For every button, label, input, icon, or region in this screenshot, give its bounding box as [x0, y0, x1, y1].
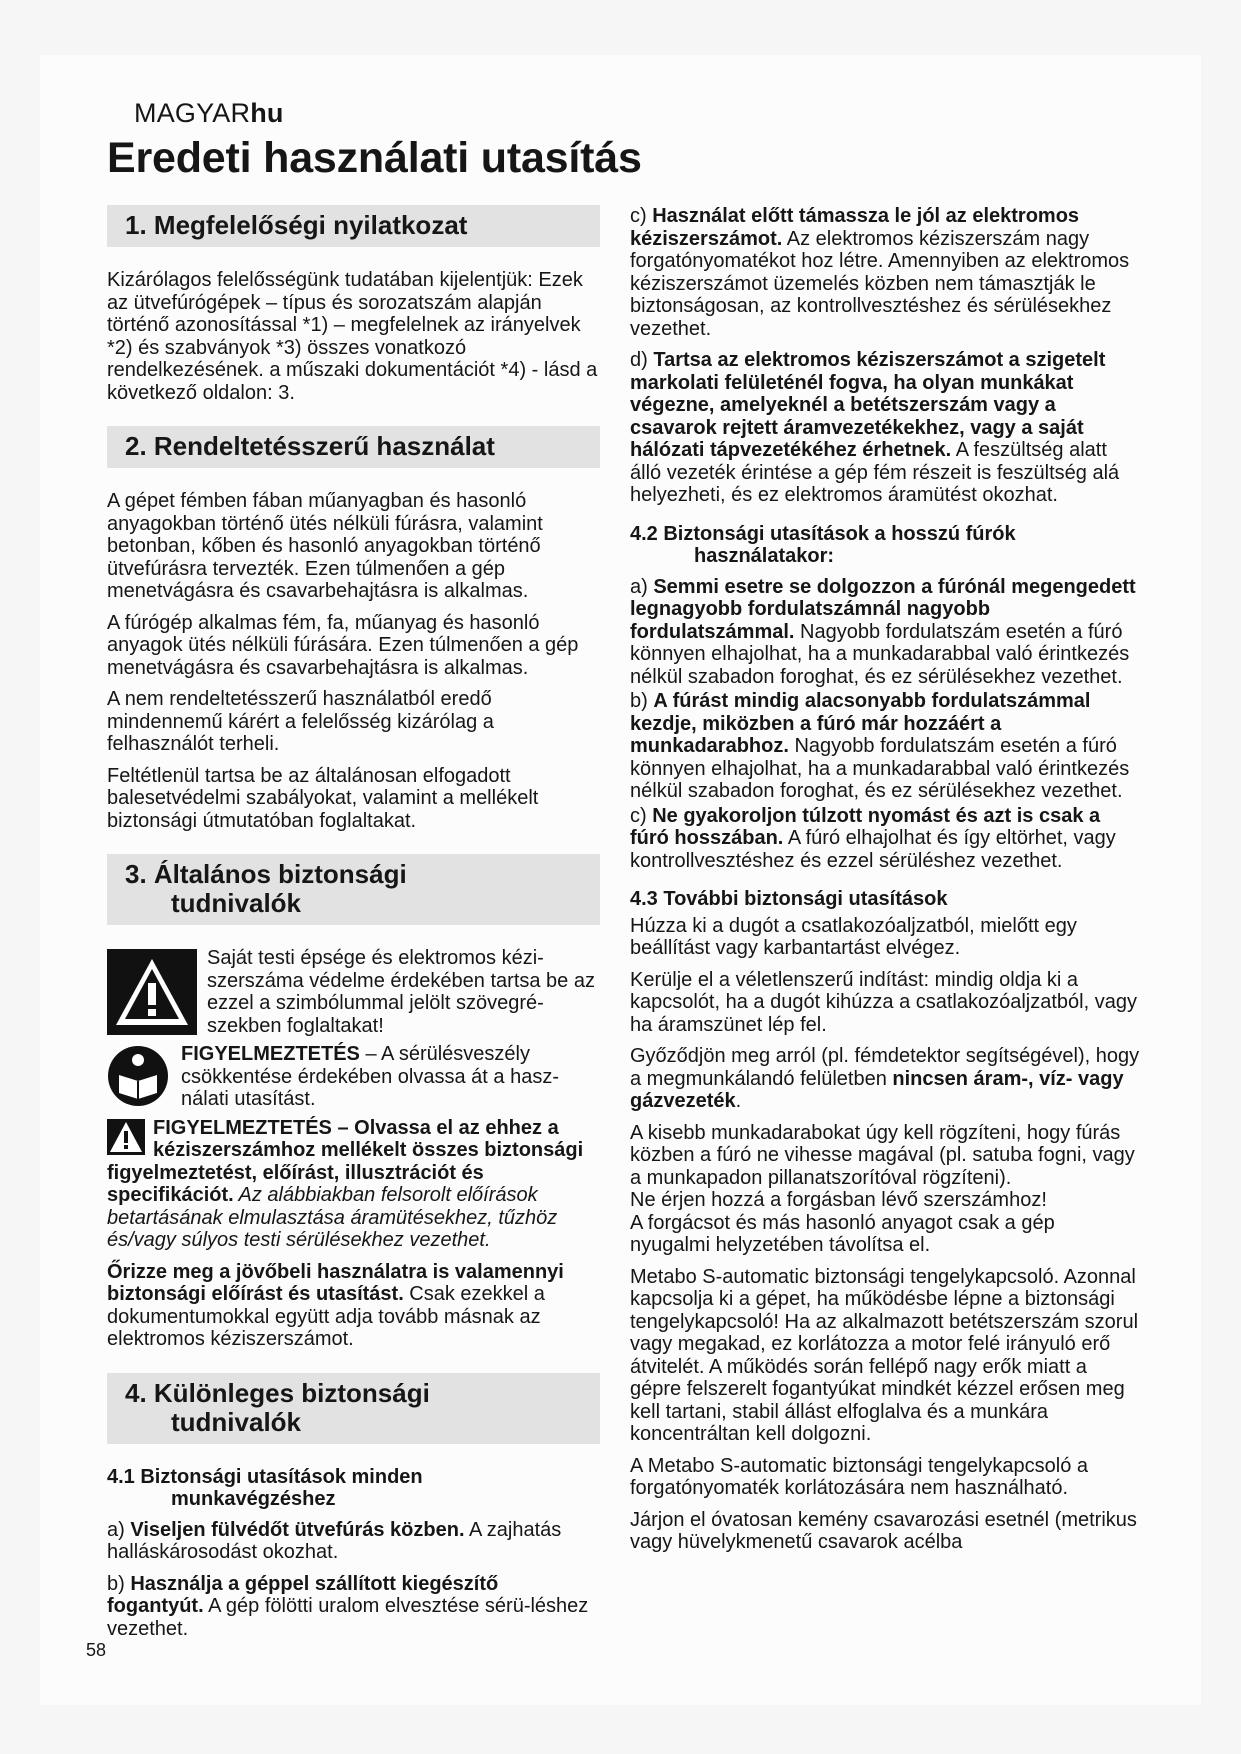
small-warning-icon	[107, 1119, 145, 1155]
page-title: Eredeti használati utasítás	[107, 134, 642, 182]
language-label: MAGYARhu	[134, 98, 284, 128]
item-4-1-c: c) Használat előtt támassza le jól az elektromos kéziszerszámot. Az elektromos kéziszerszám nagy forgatónyomatékot hoz létre. Amennyiben az elektromos kéziszerszámot üzemelés közben nem támasztják le biztonságosan, az kontrollvesztéshez és sérülésekhez vezethet.	[630, 205, 1130, 340]
warning-triangle-icon	[107, 949, 197, 1035]
item-4-3-p4: A kisebb munkadarabokat úgy kell rögzíteni, hogy fúrás közben a fúró ne vihesse magával (pl. satuba fogni, vagy a munkapadon pillanatszorítóval rögzíteni).	[630, 1121, 1135, 1189]
subsection-4-2-heading: 4.2 Biztonsági utasítások a hosszú fúrók használatakor:	[630, 522, 1016, 567]
left-column	[107, 205, 600, 1649]
item-4-3-p3: Győződjön meg arról (pl. fémdetektor segítségével), hogy a megmunkálandó felületben nincsen áram-, víz- vagy gázvezeték.	[630, 1045, 1140, 1112]
section-2-text-1: A gépet fémben fában műanyagban és hasonló anyagokban történő ütés nélküli fúrásra, valamint betonban, kőben és hasonló anyagokban történő ütvefúrásra tervezték. Ezen túlmenően a gép menetvágásra és csavarbehajtásra is alkalmas.	[107, 490, 543, 602]
read-manual-icon	[107, 1045, 171, 1109]
item-4-2-c: c) Ne gyakoroljon túlzott nyomást és azt is csak a fúró hosszában. A fúró elhajolhat és így eltörhet, vagy kontrollvesztéshez és ezzel sérüléshez vezethet.	[630, 804, 1116, 872]
warning-read-all: FIGYELMEZTETÉS – Olvassa el az ehhez a kéziszerszámhoz mellékelt összes biztonsági figyelmeztetést, előírást, illusztrációt és specifikációt. Az alábbiakban felsorolt előírások betartásának elmulasztása áramütésekhez, tűzhöz és/vagy súlyos testi sérülésekhez vezethet.	[107, 1116, 584, 1251]
keep-instructions: Őrizze meg a jövőbeli használatra is valamennyi biztonsági előírást és utasítást. Csak ezekkel a dokumentumokkal együtt adja tovább másnak az elektromos kéziszerszámot.	[107, 1260, 564, 1350]
right-column	[630, 205, 1140, 1563]
item-4-3-p1: Húzza ki a dugót a csatlakozóaljzatból, mielőtt egy beállítást vagy karbantartást elvégez.	[630, 914, 1077, 959]
section-3-heading: 3. Általános biztonsági tudnivalók	[107, 854, 600, 925]
item-4-3-p8: A Metabo S-automatic biztonsági tengelykapcsoló a forgatónyomaték korlátozására nem használható.	[630, 1454, 1089, 1499]
item-4-3-p9: Járjon el óvatosan kemény csavarozási esetnél (metrikus vagy hüvelykmenetű csavarok acélba	[630, 1508, 1137, 1553]
item-4-3-p2: Kerülje el a véletlenszerű indítást: mindig oldja ki a kapcsolót, ha a dugót kihúzza a csatlakozóaljzatból, vagy ha áramszünet lép fel.	[630, 968, 1137, 1036]
section-1-heading: 1. Megfelelőségi nyilatkozat	[107, 205, 600, 247]
subsection-4-1-heading: 4.1 Biztonsági utasítások minden munkavégzéshez	[107, 1465, 423, 1510]
item-4-3-p5: Ne érjen hozzá a forgásban lévő szerszámhoz!	[630, 1189, 1047, 1211]
section-4-heading: 4. Különleges biztonsági tudnivalók	[107, 1373, 600, 1444]
page-number: 58	[86, 1640, 107, 1660]
item-4-2-b: b) A fúrást mindig alacsonyabb fordulatszámmal kezdje, miközben a fúró már hozzáért a munkadarabhoz. Nagyobb fordulatszám esetén a fúró könnyen elhajolhat, ha a munkadarabbal való érintkezés nélkül szabadon foroghat, és ez sérülésekhez vezethet.	[630, 690, 1130, 802]
item-4-1-b: b) Használja a géppel szállított kiegészítő fogantyút. A gép fölötti uralom elvesztése sérü-léshez vezethet.	[107, 1572, 589, 1640]
warning-symbol-note	[107, 947, 600, 1037]
item-4-3-p7: Metabo S-automatic biztonsági tengelykapcsoló. Azonnal kapcsolja ki a gépet, ha működésbe lépne a biztonsági tengelykapcsoló! Ha az alkalmazott betétszerszám szorul vagy megakad, ez korlátozza a motor felé irányuló erő átvitelét. A működés során fellépő nagy erők miatt a gépre felszerelt fogantyúkat mindkét kézzel erősen meg kell tartani, stabil állást elfoglalva és a munkára koncentráltan kell dolgozni.	[630, 1265, 1139, 1445]
subsection-4-3-heading: 4.3 További biztonsági utasítások	[630, 888, 948, 910]
section-1-text: Kizárólagos felelősségünk tudatában kijelentjük: Ezek az ütvefúrógépek – típus és sorozatszám alapján történő azonosítással *1) – megfelelnek az irányelvek *2) és szabványok *3) összes vonatkozó rendelkezésének. a műszaki dokumentációt *4) - lásd a következő oldalon: 3.	[107, 269, 598, 404]
item-4-1-d: d) Tartsa az elektromos kéziszerszámot a szigetelt markolati felületénél fogva, ha olyan munkákat végezne, amelyeknél a betétszerszám vagy a csavarok rejtett áramvezetékekhez, vagy a saját hálózati tápvezetékéhez érhetnek. A feszültség alatt álló vezeték érintése a gép fém részeit is feszültség alá helyezheti, és ez elektromos áramütést okozhat.	[630, 349, 1120, 506]
section-2-heading: 2. Rendeltetésszerű használat	[107, 426, 600, 468]
warning-symbol-text: Saját testi épsége és elektromos kézi-szerszáma védelme érdekében tartsa be az ezzel a szimbólummal jelölt szövegré-szekben foglaltakat!	[207, 947, 595, 1037]
section-2-text-4: Feltétlenül tartsa be az általánosan elfogadott balesetvédelmi szabályokat, valamint a mellékelt biztonsági útmutatóban foglaltakat.	[107, 764, 539, 832]
read-manual-note: FIGYELMEZTETÉS – A sérülésveszély csökkentése érdekében olvassa át a hasz-nálati utasítást.	[107, 1043, 600, 1111]
section-2-text-3: A nem rendeltetésszerű használatból eredő mindennemű kárért a felelősség kizárólag a felhasználót terheli.	[107, 688, 494, 755]
item-4-3-p6: A forgácsot és más hasonló anyagot csak a gép nyugalmi helyzetében távolítsa el.	[630, 1211, 1055, 1256]
item-4-2-a: a) Semmi esetre se dolgozzon a fúrónál megengedett legnagyobb fordulatszámnál nagyobb fordulatszámmal. Nagyobb fordulatszám esetén a fúró könnyen elhajolhat, ha a munkadarabbal való érintkezés nélkül szabadon foroghat, és ez sérülésekhez vezethet.	[630, 575, 1136, 688]
item-4-1-a: a) Viseljen fülvédőt ütvefúrás közben. A zajhatás halláskárosodást okozhat.	[107, 1518, 562, 1563]
section-2-text-2: A fúrógép alkalmas fém, fa, műanyag és hasonló anyagok ütés nélküli fúrására. Ezen túlmenően a gép menetvágásra és csavarbehajtásra is alkalmas.	[107, 611, 579, 679]
